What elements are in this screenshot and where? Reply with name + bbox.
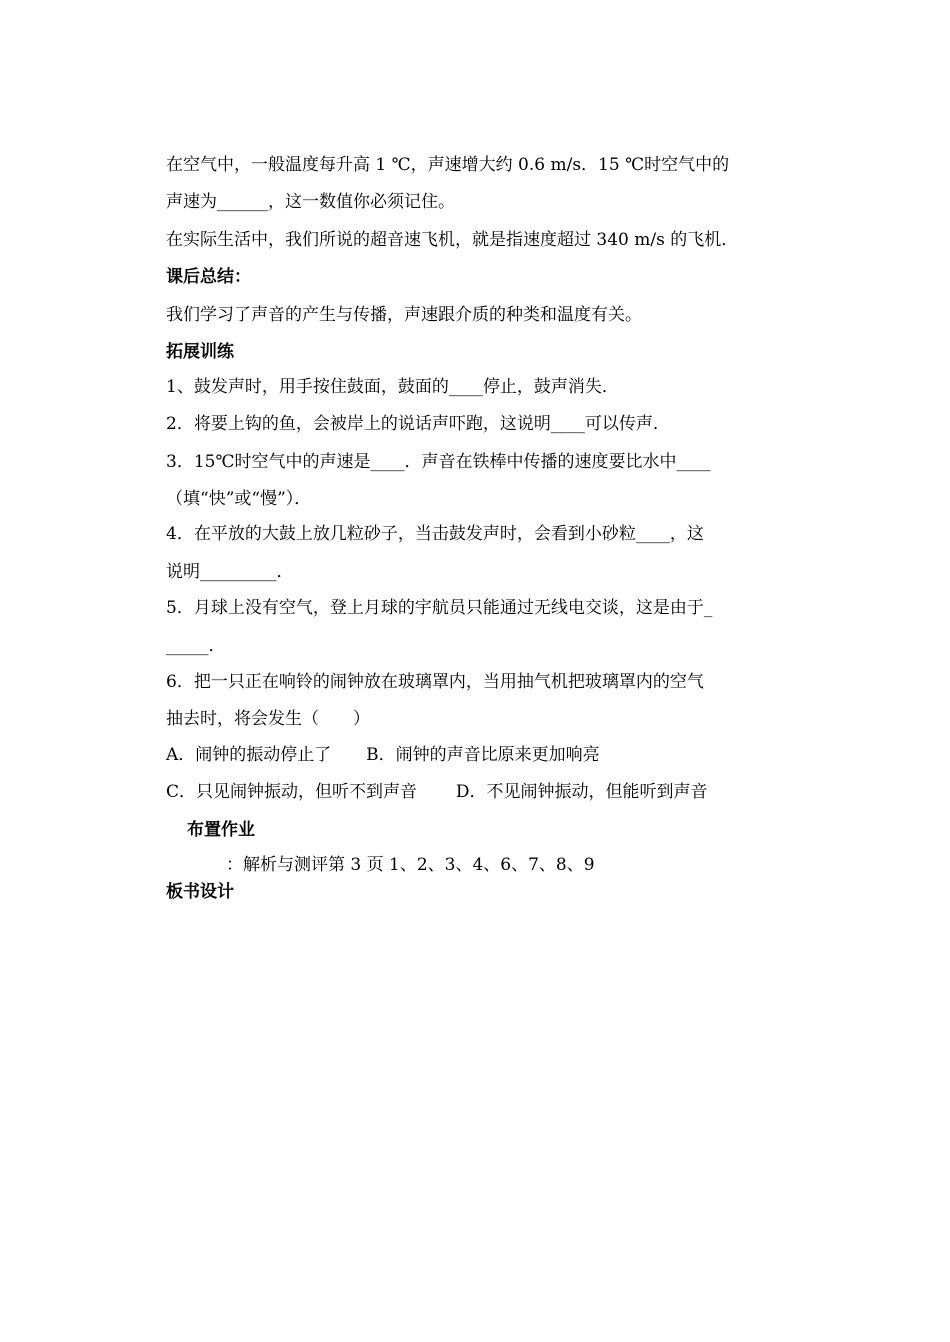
summary-text: 我们学习了声音的产生与传播，声速跟介质的种类和温度有关。 [166, 305, 642, 325]
question-2: 2．将要上钩的鱼，会被岸上的说话声吓跑，这说明____可以传声． [166, 414, 670, 434]
question-1: 1、鼓发声时，用手按住鼓面，鼓面的____停止，鼓声消失． [166, 377, 619, 397]
paragraph-speed-temperature-line2: 声速为______，这一数值你必须记住。 [166, 192, 455, 212]
option-c: C．只见闹钟振动，但听不到声音 [166, 782, 418, 802]
homework-heading: 布置作业 [187, 820, 255, 840]
paragraph-speed-temperature-line1: 在空气中，一般温度每升高 1 ℃，声速增大约 0.6 m/s．15 ℃时空气中的 [166, 155, 730, 175]
question-6-options-cd [166, 780, 806, 804]
board-design-heading: 板书设计 [166, 882, 234, 902]
question-6-line1: 6．把一只正在响铃的闹钟放在玻璃罩内，当用抽气机把玻璃罩内的空气 [166, 672, 704, 692]
option-d: D．不见闹钟振动，但能听到声音 [455, 782, 708, 802]
question-5-line1: 5．月球上没有空气，登上月球的宇航员只能通过无线电交谈，这是由于_ [166, 598, 713, 618]
exercise-heading: 拓展训练 [166, 342, 234, 362]
question-6-line2: 抽去时，将会发生（ ） [166, 709, 370, 729]
option-b: B．闹钟的声音比原来更加响亮 [366, 745, 600, 765]
question-6-options-ab [166, 743, 806, 767]
question-5-line2: _____． [166, 636, 226, 656]
homework-text: ：解析与测评第 3 页 1、2、3、4、6、7、8、9 [226, 855, 595, 875]
question-4-line1: 4．在平放的大鼓上放几粒砂子，当击鼓发声时，会看到小砂粒____，这 [166, 524, 704, 544]
question-3-line2: （填“快”或“慢”）． [166, 489, 312, 509]
paragraph-supersonic: 在实际生活中，我们所说的超音速飞机，就是指速度超过 340 m/s 的飞机． [166, 230, 739, 250]
summary-heading: 课后总结： [166, 267, 251, 287]
question-4-line2: 说明_________． [166, 562, 294, 582]
question-3-line1: 3．15℃时空气中的声速是____．声音在铁棒中传播的速度要比水中____ [166, 452, 711, 472]
option-a: A．闹钟的振动停止了 [166, 745, 332, 765]
